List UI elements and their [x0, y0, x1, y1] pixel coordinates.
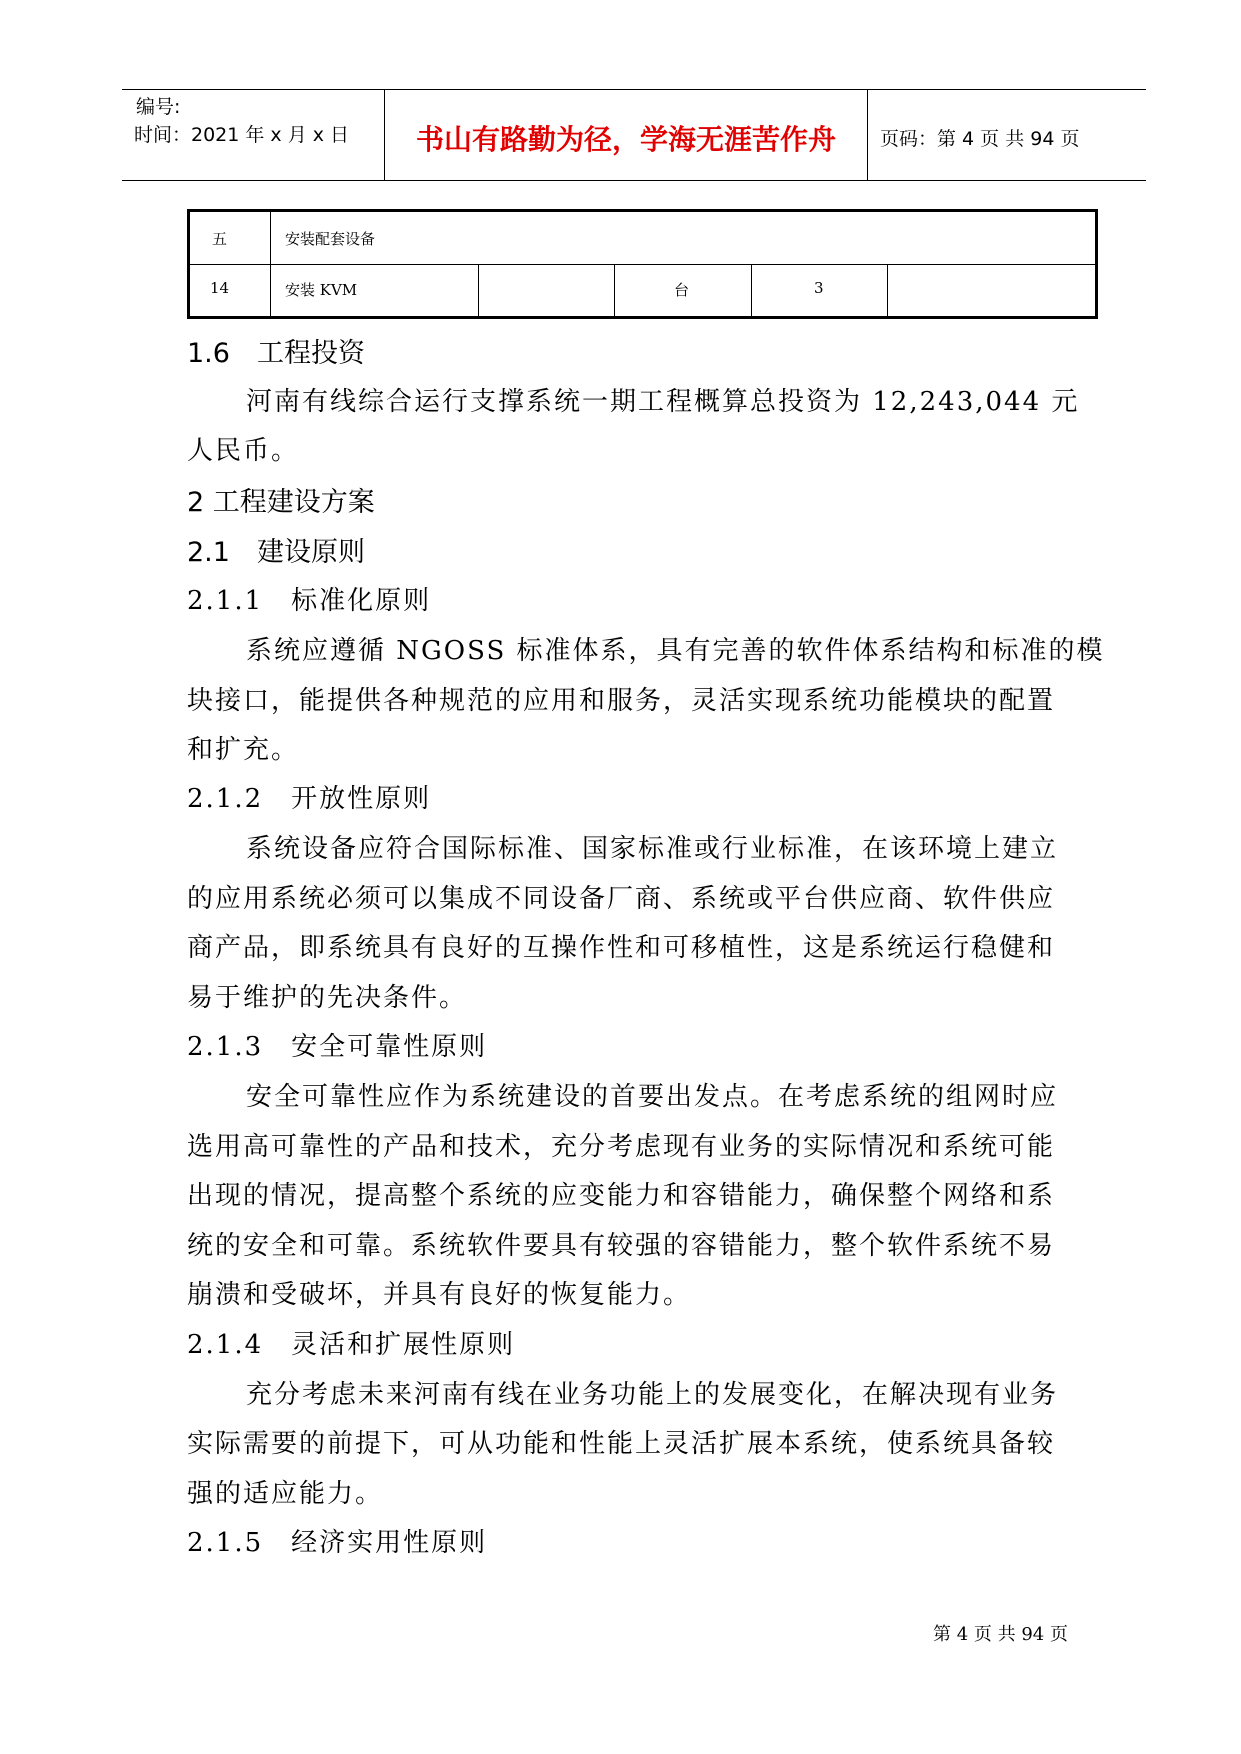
table-divider [751, 265, 752, 316]
table-divider [614, 265, 615, 316]
table-divider [887, 265, 888, 316]
table-cell-no: 14 [210, 279, 230, 297]
paragraph-line: 出现的情况，提高整个系统的应变能力和容错能力，确保整个网络和系 [187, 1181, 1056, 1211]
paragraph-line: 选用高可靠性的产品和技术，充分考虑现有业务的实际情况和系统可能 [187, 1132, 1056, 1162]
subsection-heading-2-1-3: 2.1.3 安全可靠性原则 [187, 1032, 488, 1062]
paragraph-line: 安全可靠性应作为系统建设的首要出发点。在考虑系统的组网时应 [246, 1082, 1059, 1112]
subsection-heading-2-1-1: 2.1.1 标准化原则 [187, 586, 432, 616]
paragraph-line: 崩溃和受破坏，并具有良好的恢复能力。 [187, 1280, 692, 1310]
paragraph-line: 实际需要的前提下，可从功能和性能上灵活扩展本系统，使系统具备较 [187, 1429, 1056, 1459]
paragraph-line: 强的适应能力。 [187, 1479, 384, 1509]
table-divider [270, 265, 271, 316]
section-heading-2: 2 工程建设方案 [187, 487, 375, 518]
header-page-cell [868, 90, 1146, 180]
paragraph-line: 系统应遵循 NGOSS 标准体系，具有完善的软件体系结构和标准的模 [246, 636, 1105, 666]
table-row [190, 212, 1095, 265]
paragraph-line: 系统设备应符合国际标准、国家标准或行业标准，在该环境上建立 [246, 834, 1059, 864]
paragraph-line: 统的安全和可靠。系统软件要具有较强的容错能力，整个软件系统不易 [187, 1231, 1056, 1261]
table-cell-name: 安装配套设备 [285, 230, 376, 248]
paragraph-line: 的应用系统必须可以集成不同设备厂商、系统或平台供应商、软件供应 [187, 884, 1056, 914]
table-cell-unit: 台 [674, 281, 690, 299]
header-slogan-cell [384, 90, 868, 180]
table-divider [478, 265, 479, 316]
document-time-label: 时间：2021 年 x 月 x 日 [134, 124, 350, 146]
header-info-cell [122, 90, 384, 180]
paragraph-line: 块接口，能提供各种规范的应用和服务，灵活实现系统功能模块的配置 [187, 686, 1056, 716]
table-cell-qty: 3 [814, 279, 824, 297]
document-number-label: 编号: [136, 96, 181, 118]
paragraph-line: 充分考虑未来河南有线在业务功能上的发展变化，在解决现有业务 [246, 1380, 1059, 1410]
header-page-number: 页码：第 4 页 共 94 页 [880, 128, 1080, 150]
page-footer-number: 第 4 页 共 94 页 [933, 1624, 1068, 1645]
equipment-table [187, 209, 1098, 319]
table-row [190, 265, 1095, 316]
paragraph-line: 河南有线综合运行支撑系统一期工程概算总投资为 12,243,044 元 [246, 387, 1080, 417]
paragraph-line: 易于维护的先决条件。 [187, 983, 468, 1013]
subsection-heading-2-1-2: 2.1.2 开放性原则 [187, 784, 432, 814]
section-heading-1-6: 1.6 工程投资 [187, 338, 365, 369]
subsection-heading-2-1-4: 2.1.4 灵活和扩展性原则 [187, 1330, 516, 1360]
paragraph-line: 商产品，即系统具有良好的互操作性和可移植性，这是系统运行稳健和 [187, 933, 1056, 963]
subsection-heading-2-1-5: 2.1.5 经济实用性原则 [187, 1528, 488, 1558]
table-cell-no: 五 [212, 230, 228, 248]
paragraph-line: 和扩充。 [187, 735, 300, 765]
section-heading-2-1: 2.1 建设原则 [187, 537, 365, 568]
paragraph-line: 人民币。 [187, 436, 300, 466]
page-header [122, 89, 1146, 181]
table-divider [270, 212, 271, 264]
table-cell-name: 安装 KVM [285, 281, 358, 299]
header-slogan: 书山有路勤为径，学海无涯苦作舟 [415, 123, 836, 156]
